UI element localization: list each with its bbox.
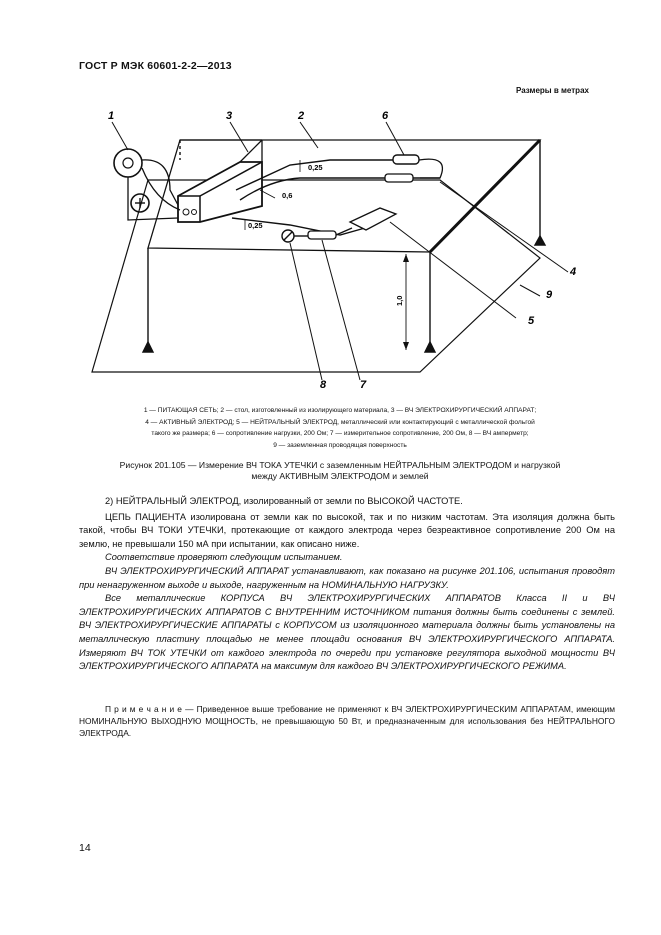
- neutral-electrode-plate: [350, 208, 396, 230]
- hf-generator: [178, 162, 262, 222]
- mains-source: [114, 149, 142, 177]
- dim-025-bottom: 0,25: [248, 221, 263, 230]
- callout-9: 9: [546, 289, 553, 301]
- callout-5: 5: [528, 315, 535, 327]
- paragraph: ЦЕПЬ ПАЦИЕНТА изолирована от земли как по высокой, так и по низким частотам. Эта изоляция должна быть такой, чтобы ВЧ ТОКИ УТЕЧКИ, протекающие от каждого электрода через безреактивное сопротивление 200 Ом на землю, не превышали 150 мА при испытании, как описано ниже.: [79, 511, 615, 549]
- note: [79, 703, 615, 739]
- page-number: 14: [79, 842, 91, 854]
- legend-line: 1 — ПИТАЮЩАЯ СЕТЬ; 2 — стол, изготовленный из изолирующего материала, 3 — ВЧ ЭЛЕКТРОХИРУРГИЧЕСКИЙ АППАРАТ;: [143, 407, 537, 414]
- callout-7: 7: [360, 379, 367, 391]
- dim-06: 0,6: [282, 191, 293, 200]
- paragraph: 2) НЕЙТРАЛЬНЫЙ ЭЛЕКТРОД, изолированный от земли по ВЫСОКОЙ ЧАСТОТЕ.: [105, 496, 463, 506]
- callout-3: 3: [226, 110, 233, 122]
- measuring-resistor: [308, 231, 336, 239]
- callout-6: 6: [382, 110, 389, 122]
- legend-line: 9 — заземленная проводящая поверхность: [273, 441, 407, 449]
- dimensions-note: Размеры в метрах: [516, 86, 589, 95]
- note-text: — Приведенное выше требование не применяют к ВЧ ЭЛЕКТРОХИРУРГИЧЕСКИМ АППАРАТАМ, имеющим НОМИНАЛЬНУЮ ВЫХОДНУЮ МОЩНОСТЬ, не превышающую 50 Вт, и предназначенным для использования без НЕЙТРАЛЬНОГО ЭЛЕКТРОДА.: [79, 704, 615, 738]
- callout-2: 2: [298, 110, 305, 122]
- legend-line: такого же размера; 6 — сопротивление нагрузки, 200 Ом; 7 — измерительное сопротивление, 200 Ом, 8 — ВЧ амперметр;: [151, 430, 529, 437]
- callout-4: 4: [570, 266, 577, 278]
- caption-line: Рисунок 201.105 — Измерение ВЧ ТОКА УТЕЧКИ с заземленным НЕЙТРАЛЬНЫМ ЭЛЕКТРОДОМ и нагрузкой: [119, 460, 561, 470]
- dim-10-height: 1,0: [395, 295, 404, 306]
- note-lead: П р и м е ч а н и е: [105, 704, 182, 714]
- legend-line: 4 — АКТИВНЫЙ ЭЛЕКТРОД; 5 — НЕЙТРАЛЬНЫЙ ЭЛЕКТРОД, металлический или контактирующий с металлической фольгой: [145, 418, 535, 426]
- callout-1: 1: [108, 110, 115, 122]
- callout-8: 8: [320, 379, 327, 391]
- paragraph: Соответствие проверяют следующим испытанием.: [105, 552, 343, 563]
- test-setup-figure: [60, 95, 620, 395]
- body-text: [79, 495, 615, 674]
- paragraph: Все металлические КОРПУСА ВЧ ЭЛЕКТРОХИРУРГИЧЕСКИХ АППАРАТОВ Класса II и ВЧ ЭЛЕКТРОХИРУРГИЧЕСКИХ АППАРАТОВ С ВНУТРЕННИМ ИСТОЧНИКОМ питания должны быть соединены с землей. ВЧ ЭЛЕКТРОХИРУРГИЧЕСКИЕ АППАРАТЫ с КОРПУСОМ из изоляционного материала должны быть установлены на металлическую пластину площадью не менее площади основания ВЧ ЭЛЕКТРОХИРУРГИЧЕСКОГО АППАРАТА. Измеряют ВЧ ТОК УТЕЧКИ от каждого электрода по очереди при установке регулятора выходной мощности ВЧ ЭЛЕКТРОХИРУРГИЧЕСКОГО АППАРАТА на максимум для каждого ВЧ ЭЛЕКТРОХИРУРГИЧЕСКОГО РЕЖИМА.: [79, 593, 615, 672]
- dim-025-top: 0,25: [308, 163, 323, 172]
- load-resistor: [393, 155, 419, 164]
- document-header: ГОСТ Р МЭК 60601-2-2—2013: [79, 60, 232, 72]
- figure-legend: [70, 405, 610, 451]
- figure-caption: [70, 460, 610, 482]
- caption-line: между АКТИВНЫМ ЭЛЕКТРОДОМ и землей: [251, 471, 429, 481]
- paragraph: ВЧ ЭЛЕКТРОХИРУРГИЧЕСКИЙ АППАРАТ устанавливают, как показано на рисунке 201.106, испытания проводят при ненагруженном выходе и выходе, нагруженным на НОМИНАЛЬНУЮ НАГРУЗКУ.: [79, 565, 615, 590]
